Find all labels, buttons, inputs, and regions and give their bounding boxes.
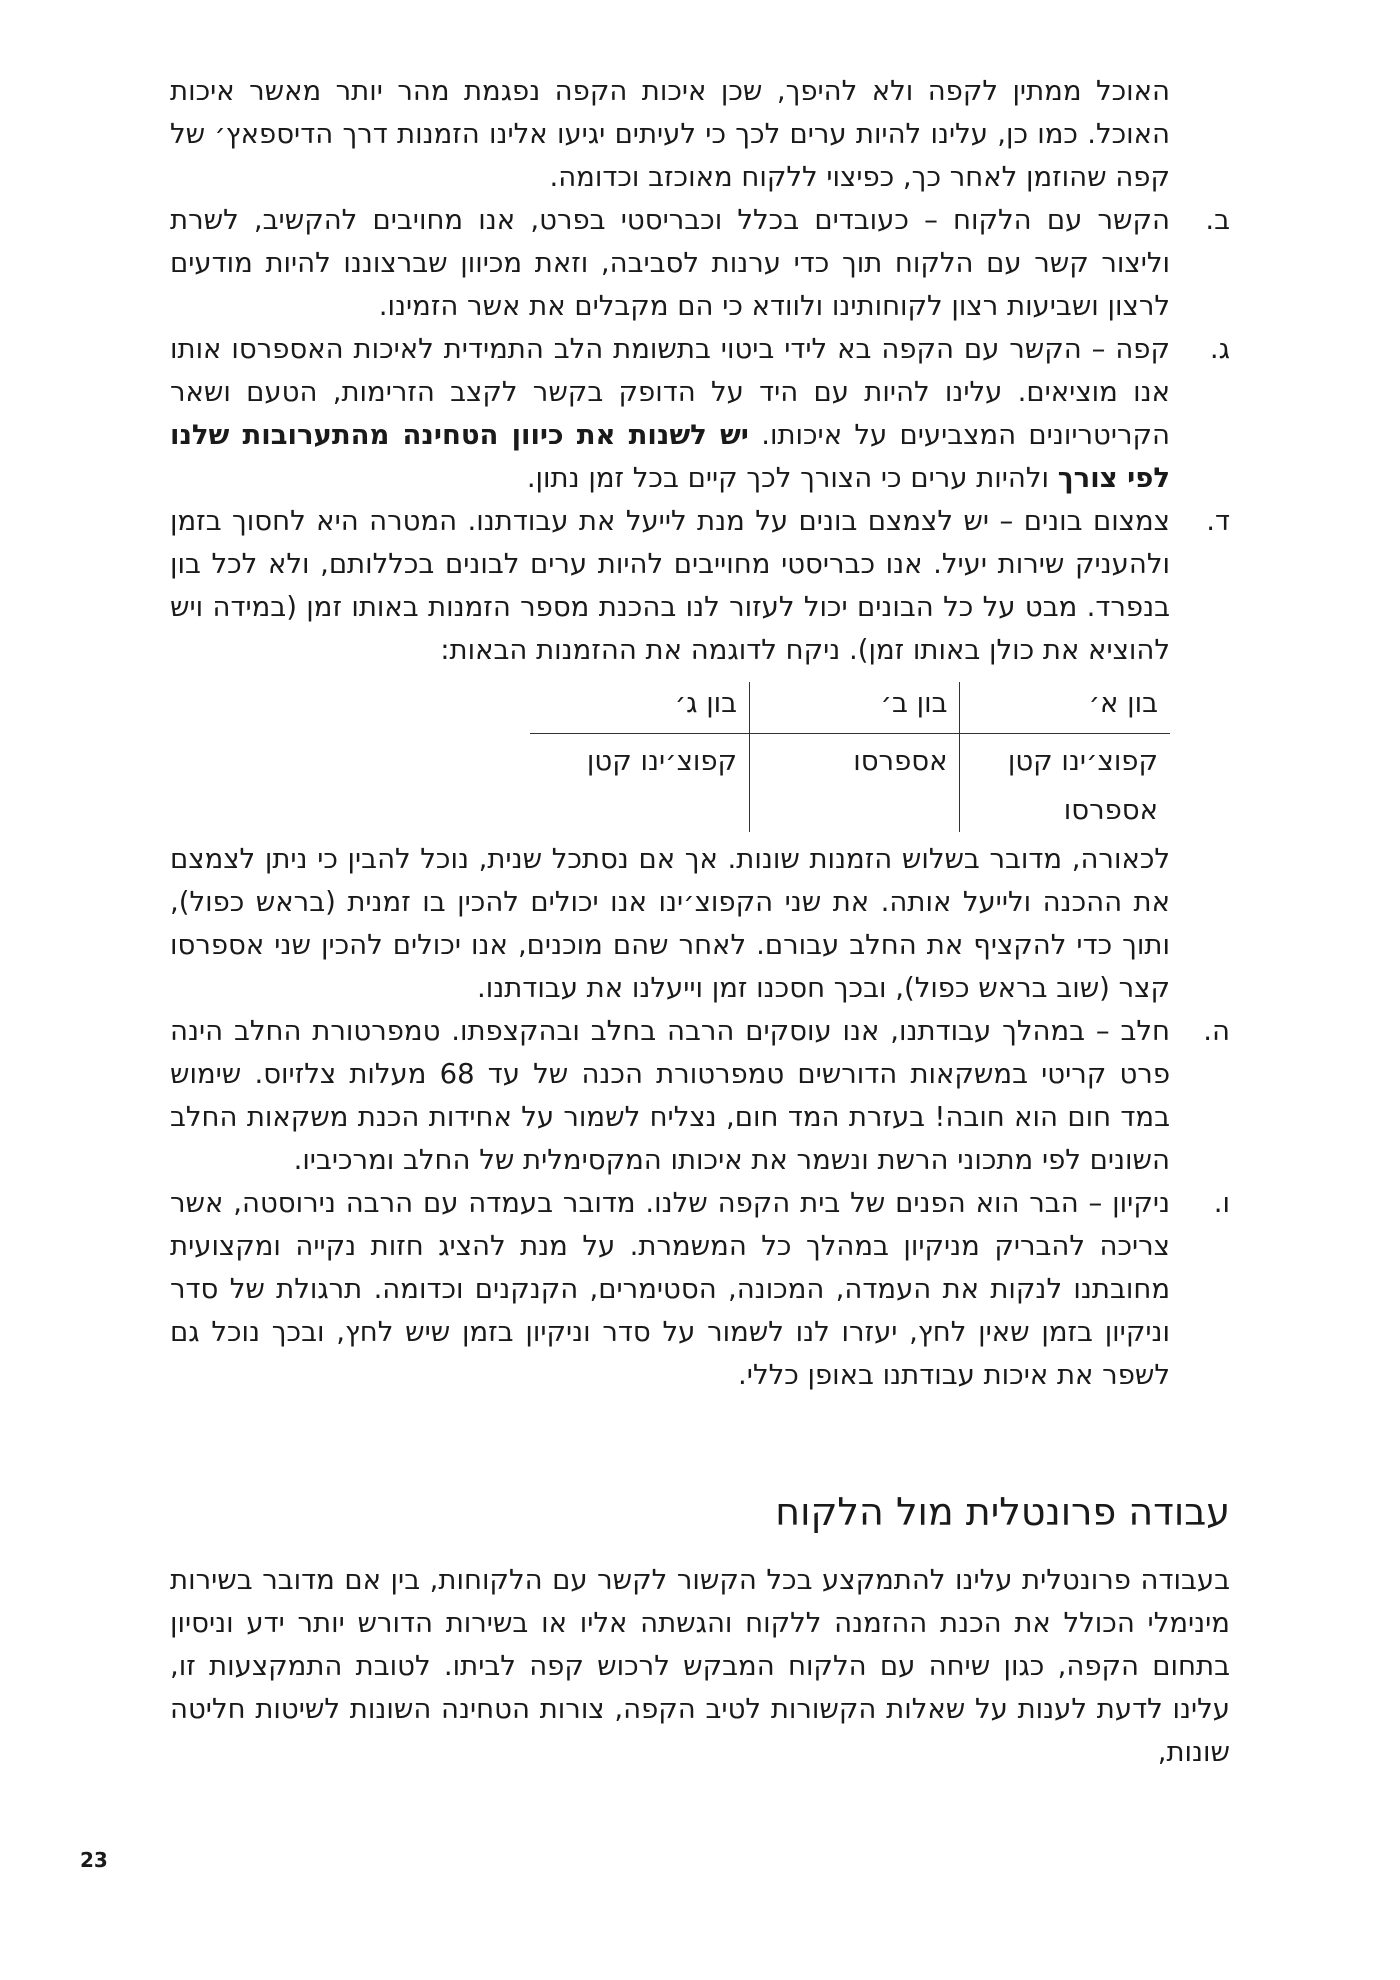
list-marker: ה. (1203, 1015, 1230, 1047)
table-row (530, 734, 1170, 784)
intro-continuation: האוכל ממתין לקפה ולא להיפך, שכן איכות הקפה נפגמת מהר יותר מאשר איכות האוכל. כמו כן, עלינו להיות ערים לכך כי לעיתים יגיעו אלינו הזמנות דרך הדיספאץ׳ של קפה שהוזמן לאחר כך, כפיצוי ללקוח מאוכזב וכדומה. (170, 75, 1170, 193)
list-item-he (170, 1010, 1230, 1182)
list-item-text-after: ולהיות ערים כי הצורך לכך קיים בכל זמן נתון. (526, 462, 1058, 494)
table-header-cell: בון ב׳ (750, 682, 960, 734)
list-item-text: הקשר עם הלקוח – כעובדים בכלל וכבריסטי בפרט, אנו מחויבים להקשיב, לשרת וליצור קשר עם הלקוח תוך כדי ערנות לסביבה, וזאת מכיוון שברצוננו להיות מודעים לרצון ושביעות רצון לקוחותינו ולוודא כי הם מקבלים את אשר הזמינו. (170, 204, 1170, 322)
list-marker: ו. (1213, 1187, 1230, 1219)
list-section-2 (170, 1010, 1230, 1397)
table-cell: קפוצ׳ינו קטן (586, 745, 738, 777)
table-cell: קפוצ׳ינו קטן (960, 734, 1170, 784)
list-item-dalet (170, 500, 1230, 672)
table-row (530, 783, 1170, 832)
list-item-text: ניקיון – הבר הוא הפנים של בית הקפה שלנו. מדובר בעמדה עם הרבה נירוסטה, אשר צריכה להבריק מניקיון במהלך כל המשמרת. על מנת להציג חזות נקייה ומקצועית מחובתנו לנקות את העמדה, המכונה, הסטימרים, הקנקנים וכדומה. תרגולת של סדר וניקיון בזמן שאין לחץ, יעזרו לנו לשמור על סדר וניקיון בזמן שיש לחץ, ובכך נוכל גם לשפר את איכות עבודתנו באופן כללי. (170, 1187, 1170, 1391)
list-item-text: צמצום בונים – יש לצמצם בונים על מנת לייעל את עבודתנו. המטרה היא לחסוך בזמן ולהעניק שירות יעיל. אנו כבריסטי מחוייבים להיות ערים לבונים בכללותם, ולא לכל בון בנפרד. מבט על כל הבונים יכול לעזור לנו בהכנת מספר הזמנות באותו זמן (במידה ויש להוציא את כולן באותו זמן). ניקח לדוגמה את ההזמנות הבאות: (170, 505, 1170, 666)
list-item-bet (170, 199, 1230, 328)
section-heading: עבודה פרונטלית מול הלקוח (775, 1490, 1230, 1534)
table-header-cell: בון ג׳ (530, 682, 750, 734)
table-header-row (530, 682, 1170, 734)
table-header-cell: בון א׳ (960, 682, 1170, 734)
list-marker: ג. (1209, 333, 1230, 365)
list-item-bold-text: יש לשנות את כיוון הטחינה מהתערובות שלנו לפי צורך (170, 419, 1170, 494)
table-cell: אספרסו (960, 783, 1170, 832)
list-marker: ד. (1206, 505, 1230, 537)
table-cell: אספרסו (750, 734, 960, 784)
document-page (90, 70, 1230, 1774)
list-item-gimel (170, 328, 1230, 500)
table-cell (530, 783, 750, 832)
table-cell (750, 783, 960, 832)
after-table-paragraph: לכאורה, מדובר בשלוש הזמנות שונות. אך אם נסתכל שנית, נוכל להבין כי ניתן לצמצם את ההכנה ולייעל אותה. את שני הקפוצ׳ינו אנו יכולים להכין בו זמנית (בראש כפול), ותוך כדי להקציף את החלב עבורם. לאחר שהם מוכנים, אנו יכולים להכין שני אספרסו קצר (שוב בראש כפול), ובכך חסכנו זמן וייעלנו את עבודתנו. (170, 843, 1170, 1004)
list-item-text: קפה – הקשר עם הקפה בא לידי ביטוי בתשומת הלב התמידית לאיכות האספרסו אותו אנו מוציאים. עלינו להיות עם היד על הדופק בקשר לקצב הזרימות, הטעם ושאר הקריטריונים המצביעים על איכותו. (170, 333, 1170, 451)
list-item-text: חלב – במהלך עבודתנו, אנו עוסקים הרבה בחלב ובהקצפתו. טמפרטורת החלב הינה פרט קריטי במשקאות הדורשים טמפרטורת הכנה של עד 68 מעלות צלזיוס. שימוש במד חום הוא חובה! בעזרת המד חום, נצליח לשמור על אחידות הכנת משקאות החלב השונים לפי מתכוני הרשת ונשמר את איכותו המקסימלית של החלב ומרכיביו. (170, 1015, 1170, 1176)
list-item-vav (170, 1182, 1230, 1397)
section-paragraph: בעבודה פרונטלית עלינו להתמקצע בכל הקשור לקשר עם הלקוחות, בין אם מדובר בשירות מינימלי הכולל את הכנת ההזמנה ללקוח והגשתה אליו או בשירות הדורש יותר ידע וניסיון בתחום הקפה, כגון שיחה עם הלקוח המבקש לרכוש קפה לביתו. לטובת התמקצעות זו, עלינו לדעת לענות על שאלות הקשורות לטיב הקפה, צורות הטחינה השונות לשיטות חליטה שונות, (170, 1564, 1230, 1768)
orders-table (530, 682, 1170, 832)
list-section-1 (170, 199, 1230, 672)
page-number: 23 (80, 1848, 108, 1872)
body-column (170, 70, 1230, 1774)
list-marker: ב. (1205, 204, 1230, 236)
